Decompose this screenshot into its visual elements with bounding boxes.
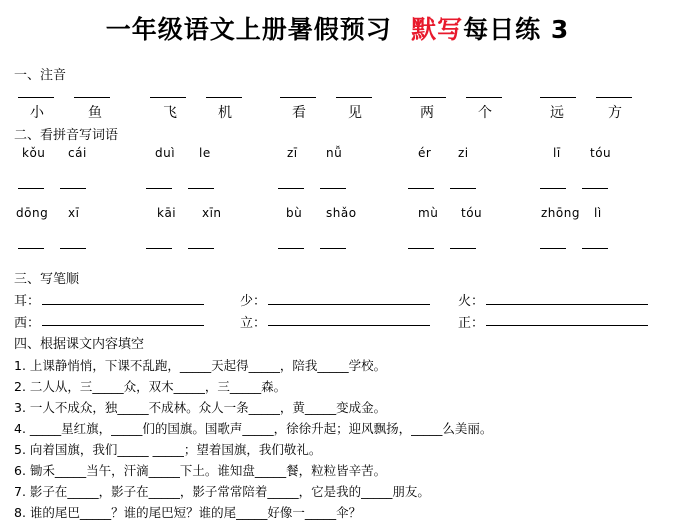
section-2-heading: 二、看拼音写词语 [14,128,119,143]
answer-line[interactable] [278,248,304,249]
answer-line[interactable] [280,97,316,98]
pinyin: kǒu [22,146,46,160]
answer-line[interactable] [18,97,54,98]
pinyin: le [199,146,211,160]
answer-line[interactable] [582,248,608,249]
answer-line[interactable] [408,248,434,249]
character: 见 [348,105,362,121]
pinyin: nǚ [326,146,343,160]
pinyin: tóu [461,206,483,220]
answer-line[interactable] [60,248,86,249]
character: 两 [420,105,434,121]
stroke-answer-line[interactable] [486,325,648,326]
pinyin: tóu [590,146,612,160]
pinyin: bù [286,206,303,220]
answer-line[interactable] [540,97,576,98]
stroke-answer-line[interactable] [42,304,204,305]
answer-line[interactable] [540,248,566,249]
pinyin: duì [155,146,176,160]
answer-line[interactable] [278,188,304,189]
pinyin: dōng [16,206,49,220]
character: 鱼 [88,105,102,121]
fill-in-line[interactable]: 4. _____星红旗，_____们的国旗。国歌声_____，徐徐升起；迎风飘扬，_____么美丽。 [14,421,493,436]
answer-line[interactable] [74,97,110,98]
stroke-answer-line[interactable] [268,325,430,326]
section-1-heading: 一、注音 [14,68,67,83]
title-tail: 每日练 3 [463,15,570,44]
answer-line[interactable] [336,97,372,98]
pinyin: ér [418,146,432,160]
fill-in-line[interactable]: 6. 锄禾_____当午，汗滴_____下土。谁知盘_____餐，粒粒皆辛苦。 [14,463,387,478]
character: 远 [550,105,564,121]
answer-line[interactable] [150,97,186,98]
answer-line[interactable] [188,188,214,189]
answer-line[interactable] [540,188,566,189]
pinyin: zī [287,146,298,160]
stroke-answer-line[interactable] [268,304,430,305]
stroke-label: 立： [240,316,267,331]
fill-in-line[interactable]: 8. 谁的尾巴_____？谁的尾巴短？谁的尾_____好像一_____伞？ [14,505,362,520]
pinyin: zhōng [541,206,580,220]
fill-in-line[interactable]: 5. 向着国旗，我们_____ _____；望着国旗，我们敬礼。 [14,442,322,457]
answer-line[interactable] [408,188,434,189]
answer-line[interactable] [60,188,86,189]
answer-line[interactable] [450,248,476,249]
answer-line[interactable] [188,248,214,249]
section-3-heading: 三、写笔顺 [14,272,80,287]
answer-line[interactable] [582,188,608,189]
answer-line[interactable] [18,248,44,249]
section-4-heading: 四、根据课文内容填空 [14,337,145,352]
title-main: 一年级语文上册暑假预习 [105,15,392,44]
character: 小 [30,105,44,121]
fill-in-line[interactable]: 1. 上课静悄悄，下课不乱跑，_____天起得_____，陪我_____学校。 [14,358,387,373]
character: 看 [292,105,306,121]
character: 方 [608,105,622,121]
stroke-label: 正： [458,316,485,331]
worksheet-title [0,10,675,46]
answer-line[interactable] [320,188,346,189]
answer-line[interactable] [466,97,502,98]
pinyin: lī [553,146,561,160]
pinyin: kāi [157,206,177,220]
pinyin: zi [458,146,469,160]
fill-in-line[interactable]: 7. 影子在_____，影子在_____，影子常常陪着_____，它是我的_____朋友。 [14,484,430,499]
answer-line[interactable] [320,248,346,249]
pinyin: xīn [202,206,222,220]
answer-line[interactable] [146,248,172,249]
stroke-answer-line[interactable] [42,325,204,326]
fill-in-line[interactable]: 3. 一人不成众，独_____不成林。众人一条_____，黄_____变成金。 [14,400,387,415]
pinyin: xī [68,206,80,220]
answer-line[interactable] [596,97,632,98]
character: 飞 [163,105,177,121]
stroke-label: 耳： [14,294,41,309]
pinyin: lì [594,206,602,220]
pinyin: cái [68,146,87,160]
fill-in-line[interactable]: 2. 二人从，三_____众，双木_____，三_____森。 [14,379,287,394]
answer-line[interactable] [146,188,172,189]
stroke-label: 火： [458,294,485,309]
stroke-answer-line[interactable] [486,304,648,305]
answer-line[interactable] [450,188,476,189]
character: 个 [478,105,492,121]
answer-line[interactable] [206,97,242,98]
answer-line[interactable] [410,97,446,98]
title-highlight: 默写 [411,15,464,44]
answer-line[interactable] [18,188,44,189]
character: 机 [218,105,232,121]
pinyin: shǎo [326,206,357,220]
stroke-label: 少： [240,294,267,309]
stroke-label: 西： [14,316,41,331]
pinyin: mù [418,206,439,220]
